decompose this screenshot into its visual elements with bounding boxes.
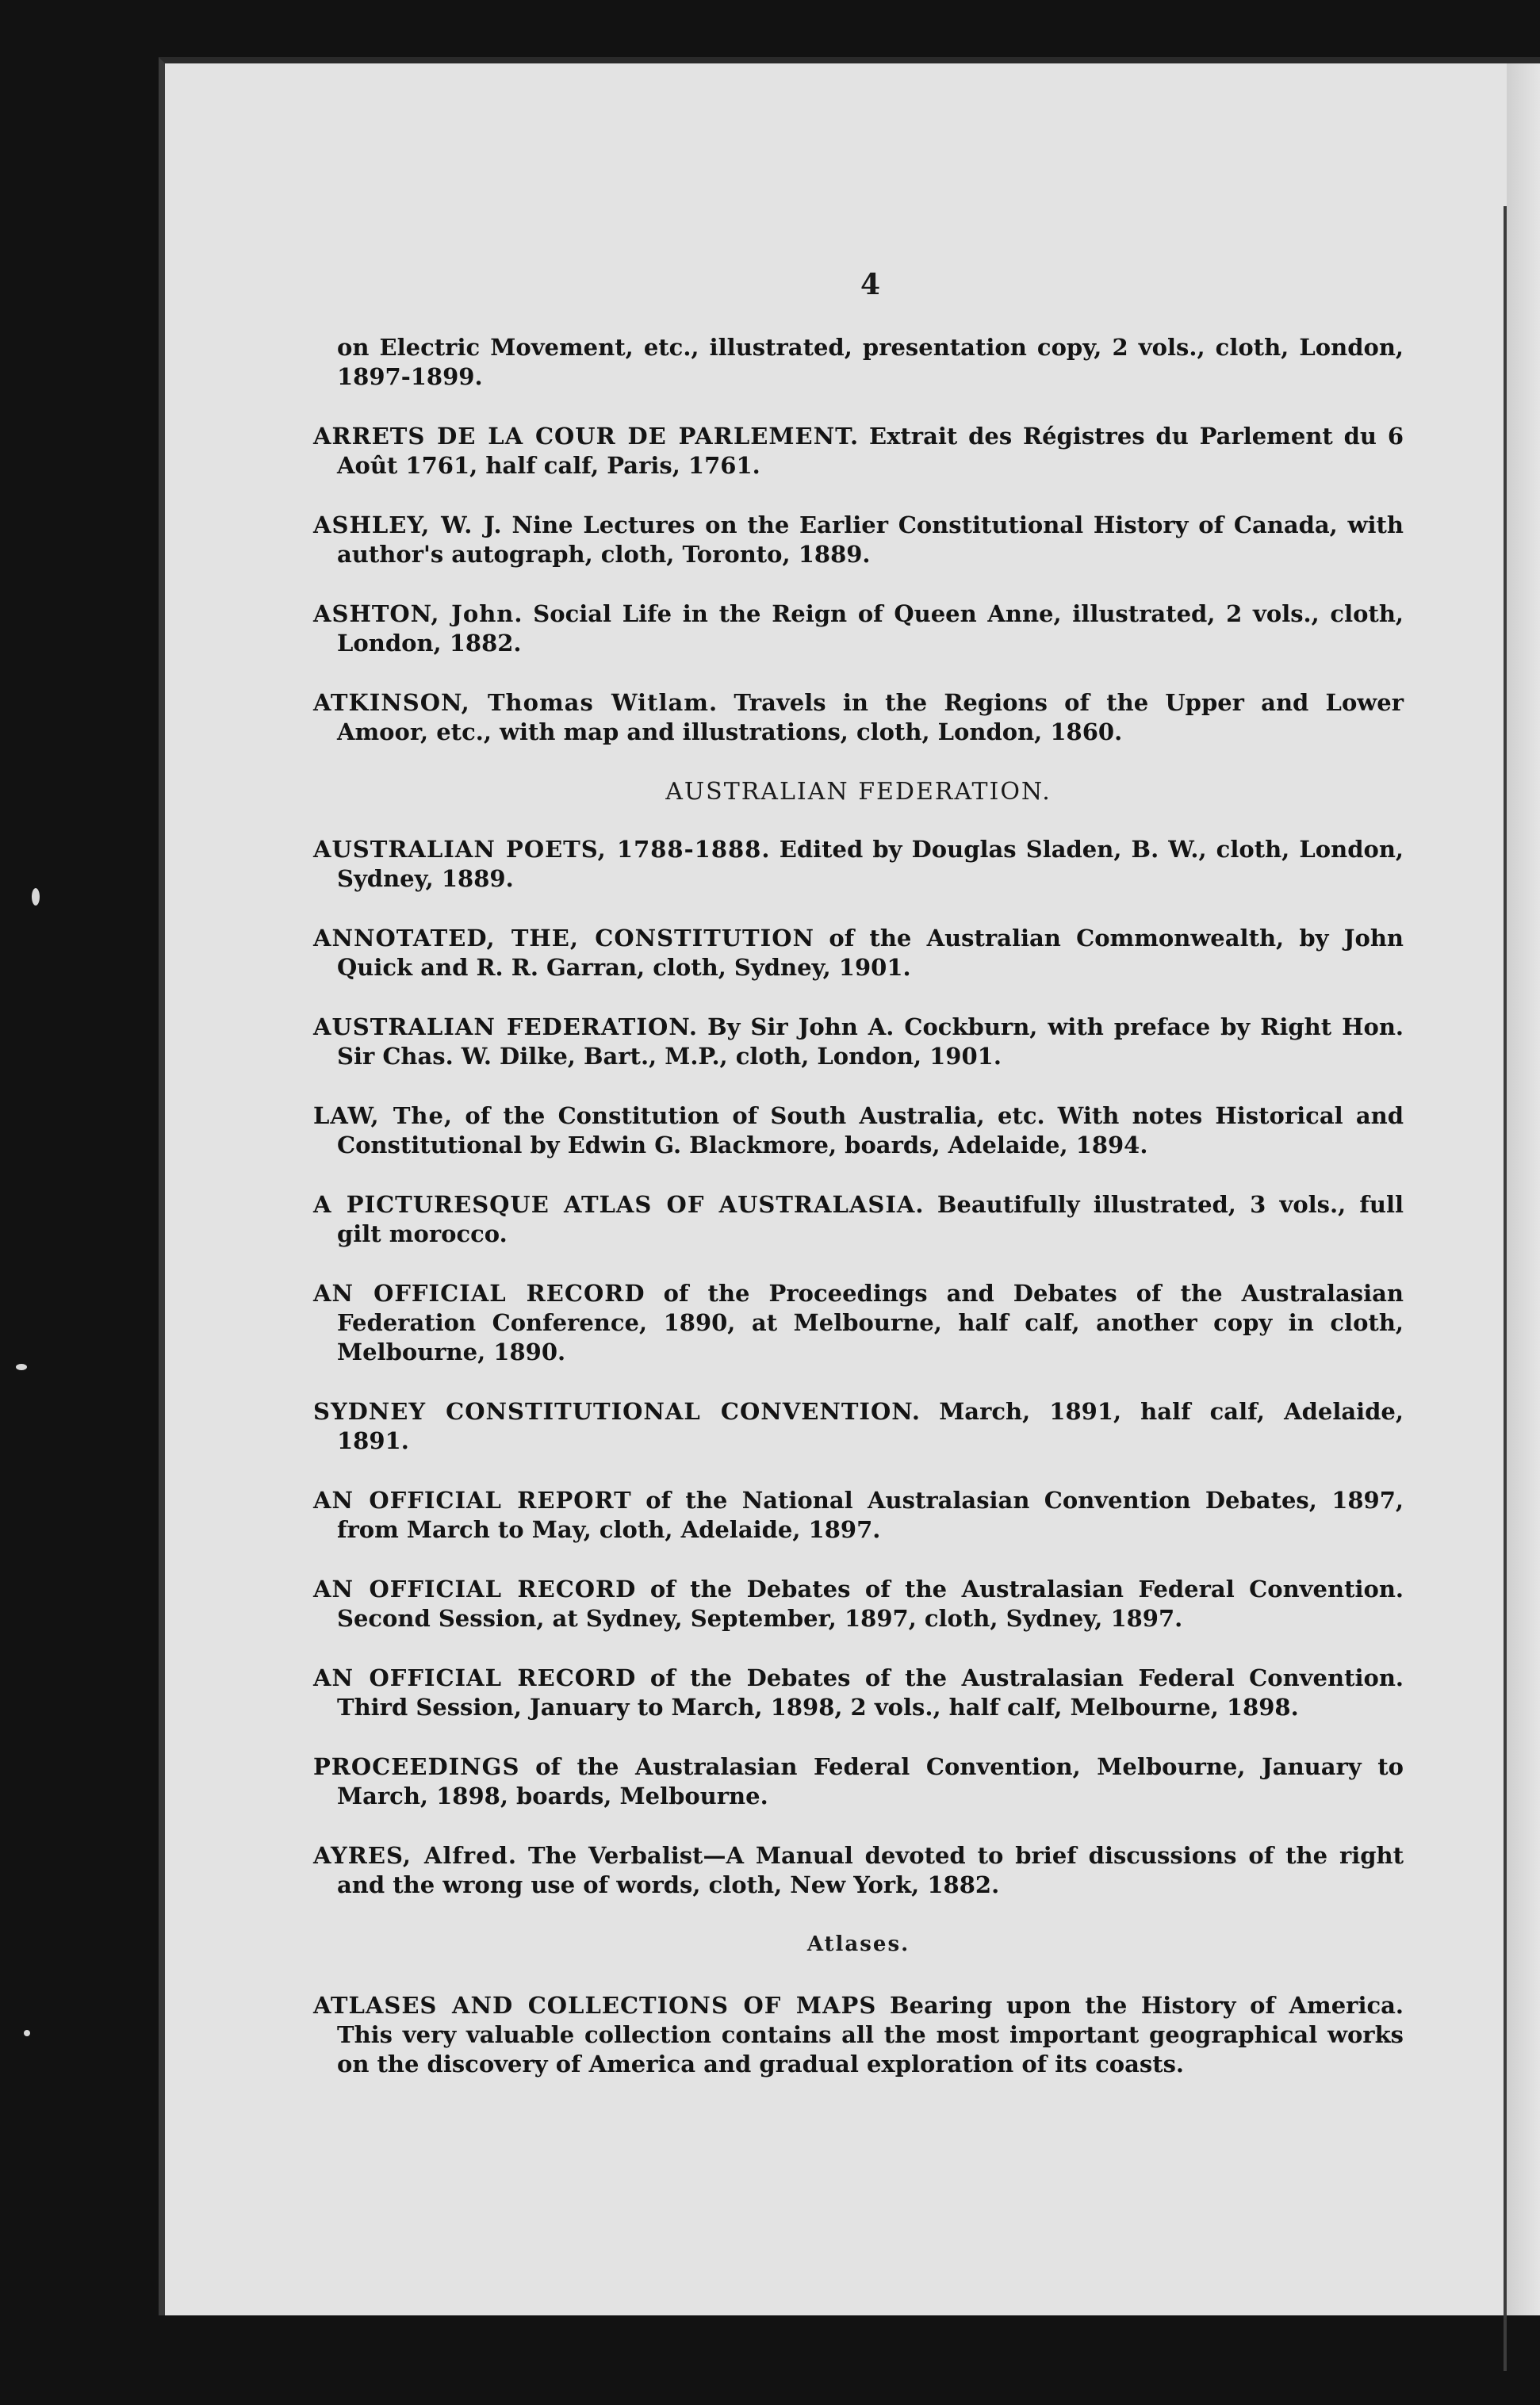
entry-heading: PROCEEDINGS [313,1753,520,1780]
entry-description: Travels in the Regions of the Upper and Lower Amoor, etc., with map and illustrations, cloth, London, 1860. [337,689,1404,745]
entry-heading: AUSTRALIAN POETS, 1788-1888. [313,836,771,863]
catalogue-entry [313,1279,1404,1367]
entry-description: of the Debates of the Australasian Federal Convention. Third Session, January to March, 1898, 2 vols., half calf, Melbourne, 1898. [337,1664,1404,1721]
entry-description: of the Australian Commonwealth, by John Quick and R. R. Garran, cloth, Sydney, 1901. [337,925,1404,981]
entry-heading: AN OFFICIAL RECORD [313,1280,645,1307]
entry-heading: AYRES, Alfred. [313,1842,517,1869]
catalogue-entry [313,599,1404,658]
catalogue-entry [313,1752,1404,1811]
scan-speck [24,2030,30,2036]
catalogue-entry [313,1101,1404,1160]
entry-heading: ATLASES AND COLLECTIONS OF MAPS [313,1992,877,2019]
page-edge-line [1504,206,1507,2371]
catalogue-entry [313,1664,1404,1722]
catalogue-entry [313,1486,1404,1545]
entry-description: Beautifully illustrated, 3 vols., full gilt morocco. [337,1191,1404,1247]
entry-heading: ARRETS DE LA COUR DE PARLEMENT. [313,423,860,450]
entry-description: of the Constitution of South Australia, etc. With notes Historical and Constitutional by Edwin G. Blackmore, boards, Adelaide, 1894. [337,1102,1404,1158]
entry-description: The Verbalist—A Manual devoted to brief discussions of the right and the wrong use of words, cloth, New York, 1882. [337,1842,1404,1898]
page-number: 4 [860,268,881,301]
catalogue-entry [313,1575,1404,1633]
entry-description: March, 1891, half calf, Adelaide, 1891. [337,1398,1404,1454]
entry-heading: AUSTRALIAN FEDERATION. [313,1013,698,1040]
entry-heading: ANNOTATED, THE, CONSTITUTION [313,925,814,952]
entry-heading: AN OFFICIAL RECORD [313,1576,637,1603]
entry-heading: AN OFFICIAL REPORT [313,1487,632,1514]
catalogue-entry [313,835,1404,894]
catalogue-entry [313,511,1404,569]
entry-description: Nine Lectures on the Earlier Constitutional History of Canada, with author's autograph, cloth, Toronto, 1889. [337,511,1404,568]
scan-speck [32,888,40,906]
scan-speck [16,1364,27,1370]
entry-heading: ASHTON, John. [313,600,523,627]
catalogue-entry [313,688,1404,747]
entry-description: By Sir John A. Cockburn, with preface by Right Hon. Sir Chas. W. Dilke, Bart., M.P., cloth, London, 1901. [337,1013,1404,1070]
catalogue-entry [313,1991,1404,2079]
catalogue-entry [313,924,1404,982]
catalogue-entries [313,333,1404,2109]
continued-entry [313,333,1404,392]
entry-heading: ATKINSON, Thomas Witlam. [313,689,718,716]
section-heading-atlases: Atlases. [806,1932,910,1956]
entry-heading: SYDNEY CONSTITUTIONAL CONVENTION. [313,1398,921,1425]
catalogue-entry [313,1190,1404,1249]
entry-description: Edited by Douglas Sladen, B. W., cloth, London, Sydney, 1889. [337,836,1404,892]
entry-description: Extrait des Régistres du Parlement du 6 Août 1761, half calf, Paris, 1761. [337,423,1404,479]
entry-heading: A PICTURESQUE ATLAS OF AUSTRALASIA. [313,1191,925,1218]
entry-description: of the Proceedings and Debates of the Australasian Federation Conference, 1890, at Melbourne, half calf, another copy in cloth, Melbourne, 1890. [337,1280,1404,1365]
catalogue-entry [313,1841,1404,1900]
entry-heading: AN OFFICIAL RECORD [313,1664,637,1691]
entry-heading: LAW, The, [313,1102,454,1129]
entry-description: of the Australasian Federal Convention, Melbourne, January to March, 1898, boards, Melbourne. [337,1753,1404,1809]
catalogue-entry [313,1013,1404,1071]
catalogue-entry [313,1397,1404,1456]
page-edge-shading [1507,63,1540,2315]
continued-entry-text: on Electric Movement, etc., illustrated, presentation copy, 2 vols., cloth, London, 1897-1899. [337,334,1404,390]
entry-description: Bearing upon the History of America. This very valuable collection contains all the most important geographical works on the discovery of America and gradual exploration of its coasts. [337,1992,1404,2078]
entry-description: of the National Australasian Convention Debates, 1897, from March to May, cloth, Adelaide, 1897. [337,1487,1404,1543]
entry-description: of the Debates of the Australasian Federal Convention. Second Session, at Sydney, September, 1897, cloth, Sydney, 1897. [337,1576,1404,1632]
entry-heading: ASHLEY, W. J. [313,511,503,538]
section-heading-australian-federation: AUSTRALIAN FEDERATION. [665,778,1052,806]
entry-description: Social Life in the Reign of Queen Anne, illustrated, 2 vols., cloth, London, 1882. [337,600,1404,657]
catalogue-entry [313,422,1404,481]
